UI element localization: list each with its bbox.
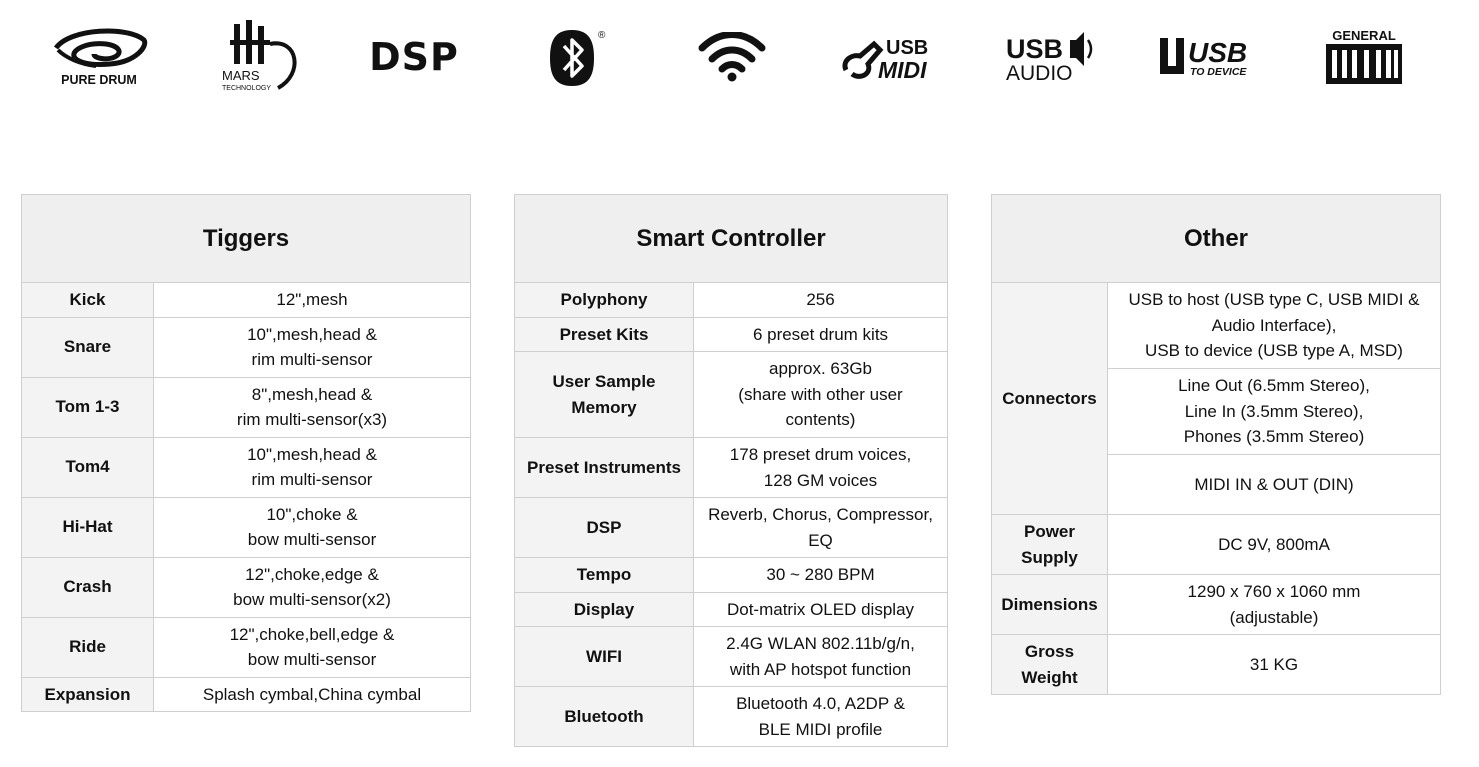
row-label: Crash — [22, 557, 154, 617]
dsp-text: DSP — [369, 35, 459, 79]
usb-device-bottom-text: TO DEVICE — [1190, 66, 1247, 78]
table-row — [515, 687, 948, 747]
row-value: Dot-matrix OLED display — [694, 592, 948, 627]
table-row — [22, 283, 471, 318]
row-value: 10",mesh,head & rim multi-sensor — [154, 437, 471, 497]
table-row — [22, 677, 471, 712]
table-row — [22, 377, 471, 437]
row-label: Preset Instruments — [515, 438, 694, 498]
usb-midi-logo — [840, 34, 938, 82]
registered-mark: ® — [598, 30, 606, 41]
connector-value: MIDI IN & OUT (DIN) — [1108, 455, 1441, 515]
table-row — [992, 515, 1441, 575]
row-value: 31 KG — [1108, 635, 1441, 695]
row-value: Bluetooth 4.0, A2DP & BLE MIDI profile — [694, 687, 948, 747]
row-value: 10",choke & bow multi-sensor — [154, 497, 471, 557]
connector-value: Line Out (6.5mm Stereo), Line In (3.5mm Stereo), Phones (3.5mm Stereo) — [1108, 369, 1441, 455]
row-label: User Sample Memory — [515, 352, 694, 438]
row-value: 12",mesh — [154, 283, 471, 318]
row-value: 6 preset drum kits — [694, 317, 948, 352]
table-row — [515, 317, 948, 352]
dsp-logo — [366, 35, 462, 79]
mars-text: MARS — [222, 68, 260, 83]
connectors-label: Connectors — [992, 283, 1108, 515]
mars-sub-text: TECHNOLOGY — [222, 85, 272, 92]
usb-audio-top-text: USB — [1006, 34, 1064, 64]
row-label: Tom 1-3 — [22, 377, 154, 437]
row-value: 2.4G WLAN 802.11b/g/n, with AP hotspot function — [694, 627, 948, 687]
mars-technology-logo — [220, 18, 302, 94]
row-label: Power Supply — [992, 515, 1108, 575]
row-label: Display — [515, 592, 694, 627]
row-value: Splash cymbal,China cymbal — [154, 677, 471, 712]
table-row — [515, 498, 948, 558]
row-label: Gross Weight — [992, 635, 1108, 695]
usb-to-device-logo — [1156, 36, 1256, 80]
row-value: 1290 x 760 x 1060 mm (adjustable) — [1108, 575, 1441, 635]
row-label: Polyphony — [515, 283, 694, 318]
row-label: Hi-Hat — [22, 497, 154, 557]
table-row — [22, 317, 471, 377]
row-label: WIFI — [515, 627, 694, 687]
controller-title: Smart Controller — [515, 195, 948, 283]
row-value: 12",choke,edge & bow multi-sensor(x2) — [154, 557, 471, 617]
triggers-table — [21, 194, 471, 712]
row-label: Snare — [22, 317, 154, 377]
row-label: Expansion — [22, 677, 154, 712]
row-value: 30 ~ 280 BPM — [694, 558, 948, 593]
row-label: Tom4 — [22, 437, 154, 497]
pure-drum-logo — [50, 24, 148, 88]
wifi-icon — [698, 32, 766, 82]
other-title: Other — [992, 195, 1441, 283]
row-value: 256 — [694, 283, 948, 318]
table-row — [992, 283, 1441, 369]
table-row — [515, 438, 948, 498]
usb-midi-top-text: USB — [886, 37, 929, 59]
gm-top-text: GENERAL — [1332, 28, 1396, 43]
row-value: 10",mesh,head & rim multi-sensor — [154, 317, 471, 377]
row-value: approx. 63Gb (share with other user contents) — [694, 352, 948, 438]
row-label: Dimensions — [992, 575, 1108, 635]
pure-drum-text: PURE DRUM — [61, 73, 137, 87]
row-label: DSP — [515, 498, 694, 558]
table-row — [515, 283, 948, 318]
table-row — [992, 575, 1441, 635]
row-value: DC 9V, 800mA — [1108, 515, 1441, 575]
connector-value: USB to host (USB type C, USB MIDI & Audio Interface), USB to device (USB type A, MSD) — [1108, 283, 1441, 369]
table-row — [515, 592, 948, 627]
row-label: Ride — [22, 617, 154, 677]
controller-table — [514, 194, 948, 747]
row-value: 8",mesh,head & rim multi-sensor(x3) — [154, 377, 471, 437]
other-table — [991, 194, 1441, 695]
table-row — [22, 557, 471, 617]
table-row — [22, 617, 471, 677]
table-row — [515, 352, 948, 438]
row-value: Reverb, Chorus, Compressor, EQ — [694, 498, 948, 558]
usb-audio-logo — [1004, 30, 1096, 84]
table-row — [515, 558, 948, 593]
usb-audio-bottom-text: AUDIO — [1006, 62, 1073, 84]
bluetooth-icon — [546, 26, 608, 90]
row-label: Kick — [22, 283, 154, 318]
usb-midi-bottom-text: MIDI — [878, 57, 927, 82]
table-row — [22, 437, 471, 497]
row-label: Bluetooth — [515, 687, 694, 747]
general-midi-logo — [1324, 26, 1404, 88]
row-value: 178 preset drum voices, 128 GM voices — [694, 438, 948, 498]
triggers-title: Tiggers — [22, 195, 471, 283]
usb-device-top-text: USB — [1188, 37, 1248, 68]
row-label: Preset Kits — [515, 317, 694, 352]
table-row — [515, 627, 948, 687]
table-row — [992, 635, 1441, 695]
table-row — [22, 497, 471, 557]
row-label: Tempo — [515, 558, 694, 593]
row-value: 12",choke,bell,edge & bow multi-sensor — [154, 617, 471, 677]
